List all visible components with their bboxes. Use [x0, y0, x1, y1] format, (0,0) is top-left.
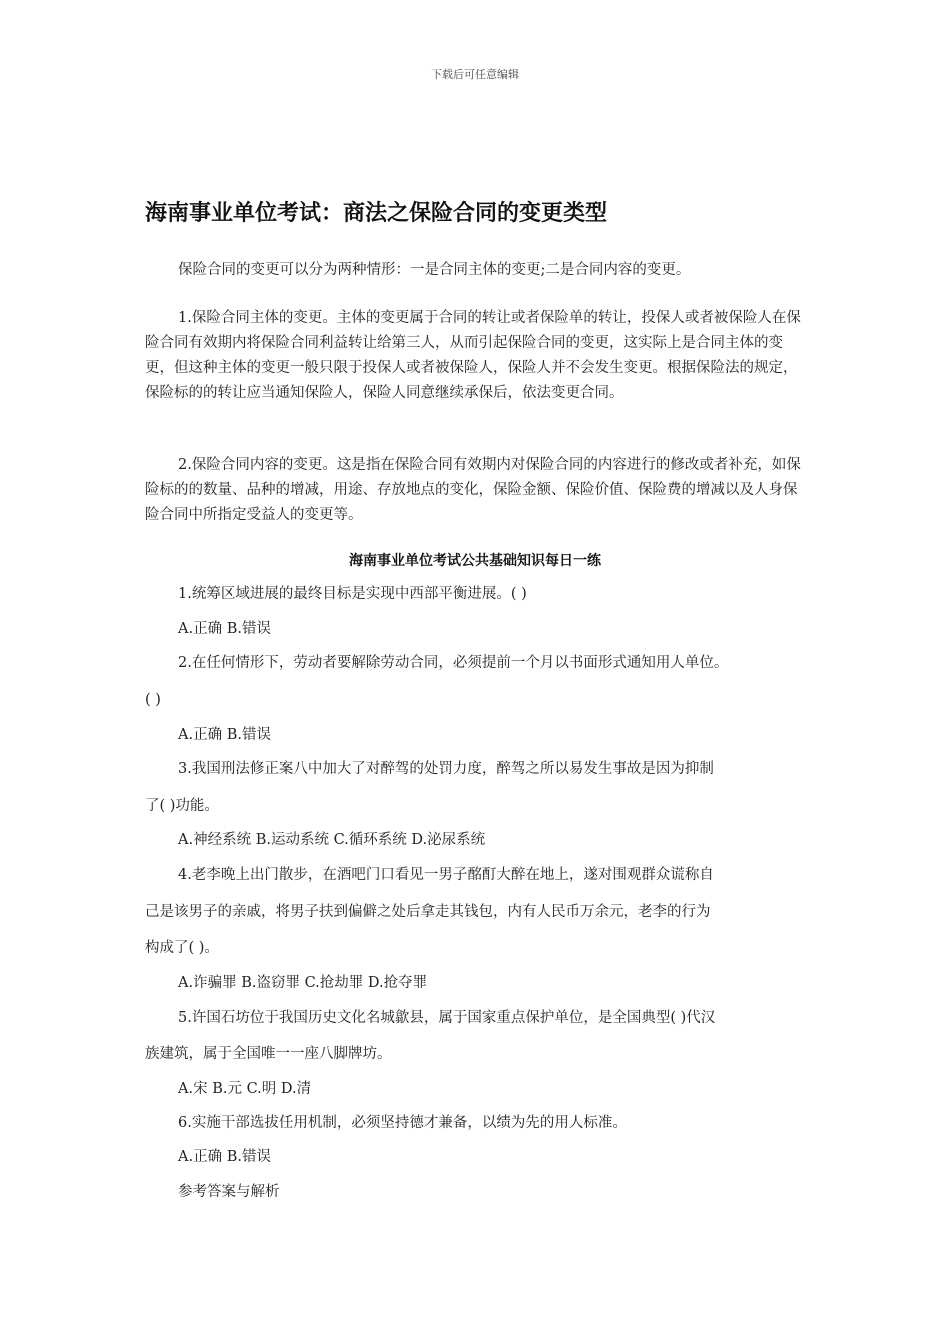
question-6-options: A.正确 B.错误: [178, 1149, 271, 1165]
question-4-options: A.诈骗罪 B.盗窃罪 C.抢劫罪 D.抢夺罪: [178, 975, 428, 991]
question-1: 1.统筹区域进展的最终目标是实现中西部平衡进展。( ): [178, 586, 527, 602]
question-2-continued: ( ): [145, 692, 161, 708]
question-2-options: A.正确 B.错误: [178, 727, 271, 743]
question-3-options: A.神经系统 B.运动系统 C.循环系统 D.泌尿系统: [178, 832, 486, 848]
question-3: 3.我国刑法修正案八中加大了对醉驾的处罚力度，醉驾之所以易发生事故是因为抑制: [178, 761, 714, 777]
question-5-options: A.宋 B.元 C.明 D.清: [178, 1081, 312, 1097]
intro-paragraph: 保险合同的变更可以分为两种情形：一是合同主体的变更;二是合同内容的变更。: [178, 262, 691, 278]
question-1-options: A.正确 B.错误: [178, 621, 271, 637]
question-5-continued: 族建筑，属于全国唯一一座八脚牌坊。: [145, 1046, 392, 1062]
question-4-continued-2: 构成了( )。: [145, 940, 219, 956]
paragraph-subject-change: 1.保险合同主体的变更。主体的变更属于合同的转让或者保险单的转让，投保人或者被保险人在保险合同有效期内将保险合同利益转让给第三人，从而引起保险合同的变更，这实际上是合同主体的变更，但这种主体的变更一般只限于投保人或者被保险人，保险人并不会发生变更。根据保险法的规定，保险标的的转让应当通知保险人，保险人同意继续承保后，依法变更合同。: [145, 310, 801, 401]
quiz-section-title: 海南事业单位考试公共基础知识每日一练: [349, 553, 601, 569]
answer-key-heading: 参考答案与解析: [178, 1184, 280, 1200]
document-title: 海南事业单位考试：商法之保险合同的变更类型: [145, 201, 608, 226]
question-5: 5.许国石坊位于我国历史文化名城歙县，属于国家重点保护单位，是全国典型( )代汉: [178, 1010, 716, 1026]
question-6: 6.实施干部选拔任用机制，必须坚持德才兼备，以绩为先的用人标准。: [178, 1115, 627, 1131]
header-note: 下载后可任意编辑: [431, 68, 519, 81]
question-2: 2.在任何情形下，劳动者要解除劳动合同，必须提前一个月以书面形式通知用人单位。: [178, 655, 729, 671]
paragraph-content-change: 2.保险合同内容的变更。这是指在保险合同有效期内对保险合同的内容进行的修改或者补充，如保险标的的数量、品种的增减，用途、存放地点的变化，保险金额、保险价值、保险费的增减以及人身保险合同中所指定受益人的变更等。: [145, 457, 801, 523]
question-4-continued-1: 己是该男子的亲戚，将男子扶到偏僻之处后拿走其钱包，内有人民币万余元，老李的行为: [145, 904, 711, 920]
question-4: 4.老李晚上出门散步，在酒吧门口看见一男子酩酊大醉在地上，遂对围观群众谎称自: [178, 867, 714, 883]
question-3-continued: 了( )功能。: [145, 798, 219, 814]
